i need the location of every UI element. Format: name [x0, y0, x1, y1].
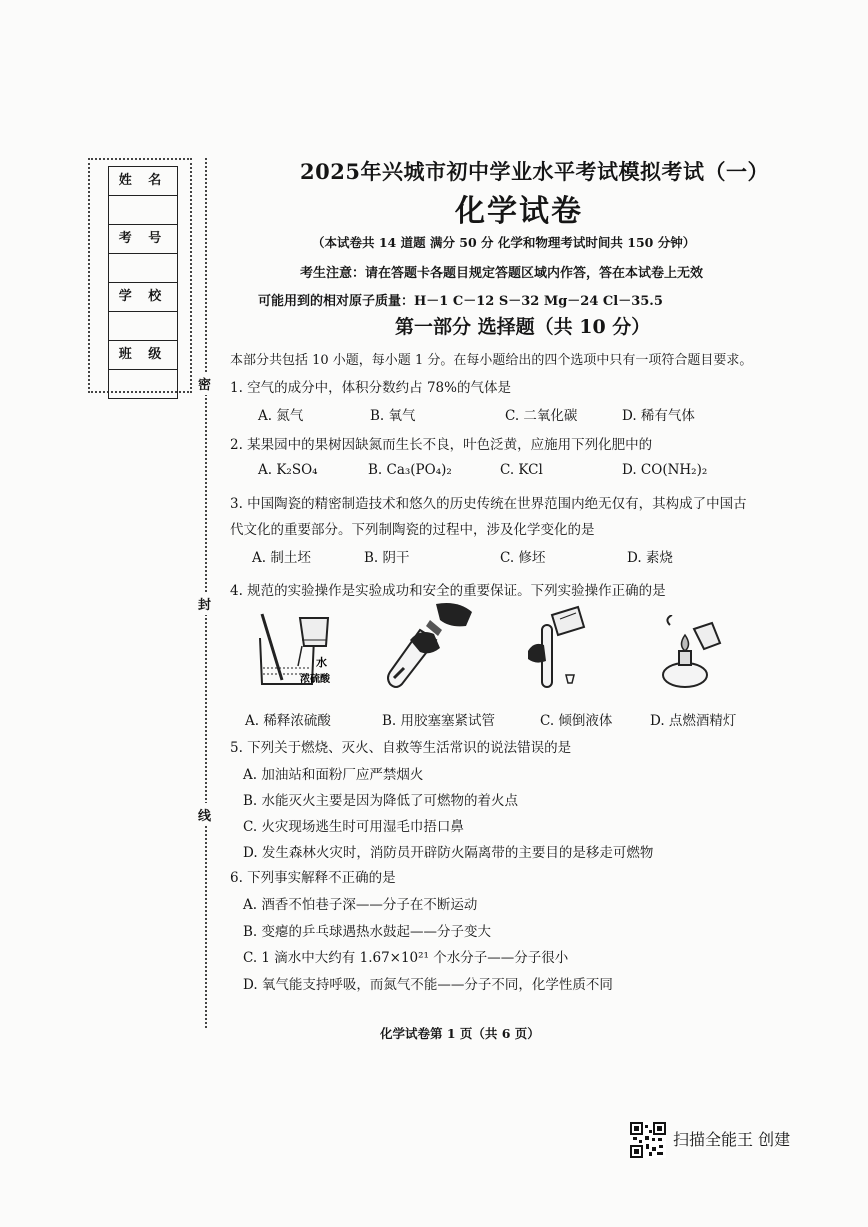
q1-option-d: D. 稀有气体 — [622, 408, 695, 424]
question-3-stem: 3. 中国陶瓷的精密制造技术和悠久的历史传统在世界范围内绝无仅有，其构成了中国古 — [230, 496, 747, 512]
atomic-masses: 可能用到的相对原子质量：H－1 C－12 S－32 Mg－24 Cl－35.5 — [258, 294, 663, 309]
student-info-box — [88, 158, 192, 393]
q6-option-c: C. 1 滴水中大约有 1.67×10²¹ 个水分子——分子很小 — [243, 950, 569, 966]
subject-title: 化学试卷 — [455, 194, 583, 229]
qr-code-icon — [630, 1122, 666, 1158]
q6-option-a: A. 酒香不怕巷子深——分子在不断运动 — [243, 897, 478, 913]
q5-option-c: C. 火灾现场逃生时可用湿毛巾捂口鼻 — [243, 819, 464, 835]
q5-option-a: A. 加油站和面粉厂应严禁烟火 — [243, 767, 424, 783]
school-field — [109, 312, 177, 341]
q2-option-d: D. CO(NH₂)₂ — [622, 462, 708, 478]
question-6-stem: 6. 下列事实解释不正确的是 — [230, 870, 396, 886]
figure-pour-liquid — [520, 605, 590, 690]
exam-number-label: 考 号 — [109, 225, 177, 254]
seal-char-feng: 封 — [198, 592, 211, 615]
q4-option-c: C. 倾倒液体 — [540, 713, 613, 729]
q3-option-d: D. 素烧 — [627, 550, 673, 566]
q4-option-a: A. 稀释浓硫酸 — [245, 713, 331, 729]
label-water: 水 — [316, 656, 327, 669]
class-field — [109, 370, 177, 398]
exam-info: （本试卷共 14 道题 满分 50 分 化学和物理考试时间共 150 分钟） — [312, 235, 696, 250]
figure-light-alcohol-lamp — [650, 615, 725, 695]
q4-option-d: D. 点燃酒精灯 — [650, 713, 737, 729]
q4-option-b: B. 用胶塞塞紧试管 — [382, 713, 496, 729]
q1-option-a: A. 氮气 — [258, 408, 304, 424]
question-1-stem: 1. 空气的成分中，体积分数约占 78%的气体是 — [230, 380, 511, 396]
section-title: 第一部分 选择题（共 10 分） — [395, 316, 651, 338]
figure-dilute-sulfuric-acid — [252, 610, 342, 690]
figure-plug-test-tube — [380, 600, 480, 690]
seal-char-xian: 线 — [198, 803, 211, 826]
question-3-stem-cont: 代文化的重要部分。下列制陶瓷的过程中，涉及化学变化的是 — [230, 522, 595, 538]
question-5-stem: 5. 下列关于燃烧、灭火、自救等生活常识的说法错误的是 — [230, 740, 572, 756]
seal-char-mi: 密 — [198, 372, 211, 395]
student-info-table — [108, 166, 178, 399]
section-intro: 本部分共包括 10 小题，每小题 1 分。在每小题给出的四个选项中只有一项符合题目要求。 — [230, 353, 753, 368]
exam-title: 2025年兴城市初中学业水平考试模拟考试（一） — [300, 159, 769, 184]
q5-option-d: D. 发生森林火灾时，消防员开辟防火隔离带的主要目的是移走可燃物 — [243, 845, 654, 861]
q1-option-b: B. 氧气 — [370, 408, 416, 424]
school-label: 学 校 — [109, 283, 177, 312]
name-field — [109, 196, 177, 225]
q2-option-a: A. K₂SO₄ — [258, 462, 318, 478]
name-label: 姓 名 — [109, 167, 177, 196]
q3-option-c: C. 修坯 — [500, 550, 546, 566]
q2-option-b: B. Ca₃(PO₄)₂ — [368, 462, 452, 478]
question-2-stem: 2. 某果园中的果树因缺氮而生长不良，叶色泛黄，应施用下列化肥中的 — [230, 437, 653, 453]
q5-option-b: B. 水能灭火主要是因为降低了可燃物的着火点 — [243, 793, 519, 809]
exam-number-field — [109, 254, 177, 283]
class-label: 班 级 — [109, 341, 177, 370]
q6-option-d: D. 氧气能支持呼吸，而氮气不能——分子不同，化学性质不同 — [243, 977, 613, 993]
q3-option-b: B. 阴干 — [364, 550, 410, 566]
page-footer: 化学试卷第 1 页（共 6 页） — [380, 1026, 540, 1041]
scanner-watermark: 扫描全能王 创建 — [673, 1130, 791, 1149]
exam-notice: 考生注意：请在答题卡各题目规定答题区域内作答，答在本试卷上无效 — [300, 266, 704, 281]
q3-option-a: A. 制土坯 — [252, 550, 311, 566]
question-4-stem: 4. 规范的实验操作是实验成功和安全的重要保证。下列实验操作正确的是 — [230, 583, 666, 599]
q1-option-c: C. 二氧化碳 — [505, 408, 578, 424]
label-conc-acid: 浓硫酸 — [300, 674, 330, 685]
q6-option-b: B. 变瘪的乒乓球遇热水鼓起——分子变大 — [243, 924, 492, 940]
q2-option-c: C. KCl — [500, 462, 543, 478]
